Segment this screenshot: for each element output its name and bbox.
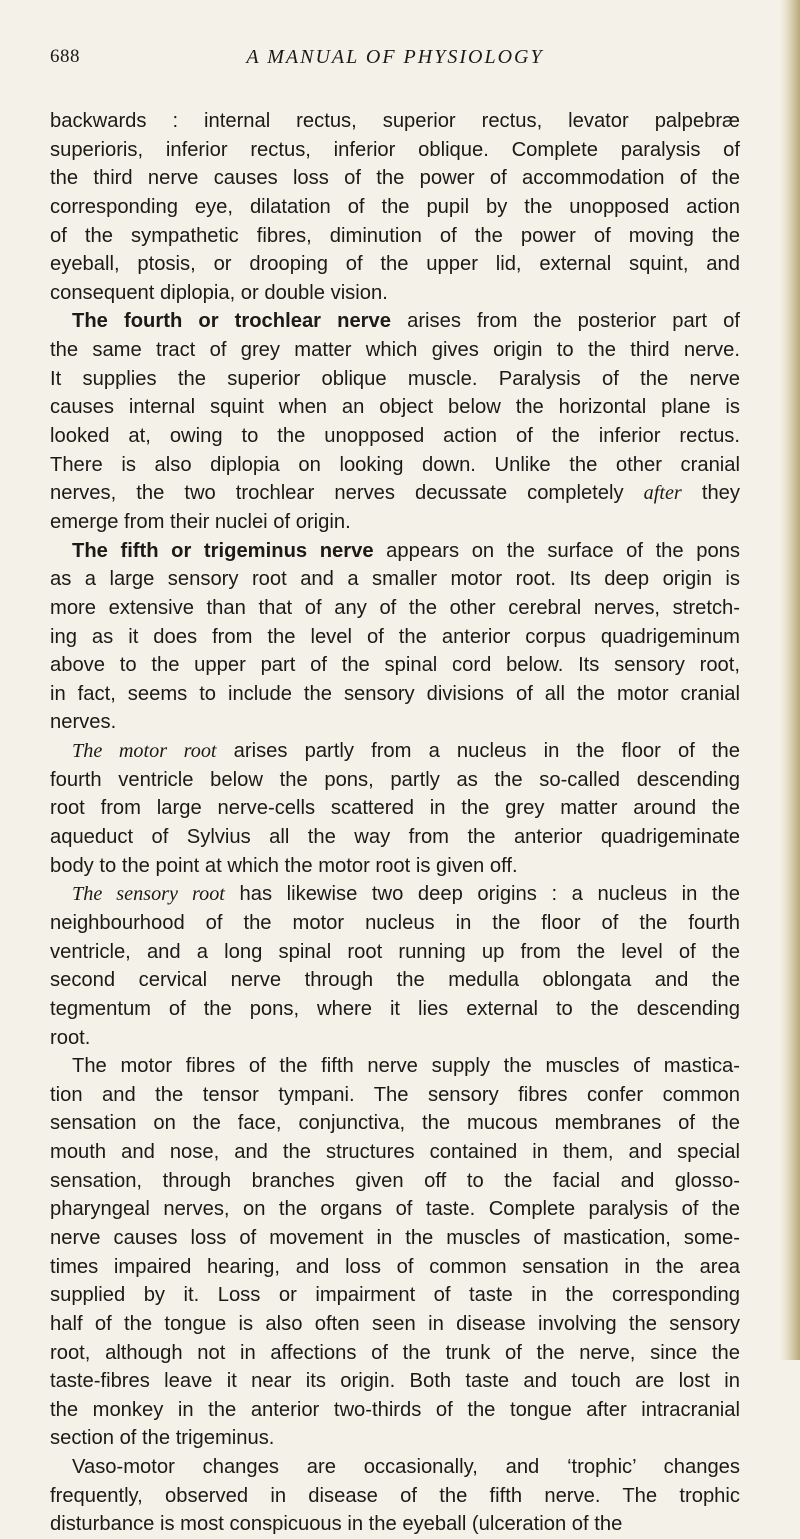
- text-run: nerves.: [50, 711, 117, 734]
- text-run: root, although not in affections of the trunk of the nerve, since the: [50, 1341, 740, 1364]
- text-line: [50, 1339, 740, 1368]
- text-run: of the sympathetic fibres, diminution of the power of moving the: [50, 224, 740, 247]
- italic-term: The sensory root: [72, 883, 225, 906]
- text-run: the third nerve causes loss of the power of accommodation of the: [50, 167, 740, 190]
- text-run: as a large sensory root and a smaller motor root. Its deep origin is: [50, 568, 740, 591]
- text-line: [50, 680, 740, 709]
- text-run: neighbourhood of the motor nucleus in the floor of the fourth: [50, 911, 740, 934]
- text-run: ventricle, and a long spinal root running up from the level of the: [50, 940, 740, 963]
- text-run: ing as it does from the level of the anterior corpus quadrigeminum: [50, 625, 740, 648]
- text-line: [50, 1195, 740, 1224]
- text-line: [50, 1482, 740, 1511]
- text-line: [50, 1253, 740, 1282]
- text-line: [50, 794, 740, 823]
- text-run: It supplies the superior oblique muscle. Paralysis of the nerve: [50, 367, 740, 390]
- italic-term: after: [643, 482, 682, 505]
- text-line: [50, 1052, 740, 1081]
- text-line: [50, 938, 740, 967]
- text-run: backwards : internal rectus, superior rectus, levator palpebræ: [50, 110, 740, 132]
- text-run: aqueduct of Sylvius all the way from the anterior quadrigeminate: [50, 826, 740, 849]
- text-run: nerve causes loss of movement in the muscles of mastication, some-: [50, 1226, 740, 1249]
- text-line: [50, 565, 740, 594]
- running-title: A MANUAL OF PHYSIOLOGY: [246, 46, 544, 68]
- page-number: 688: [50, 46, 80, 67]
- text-line: [50, 1138, 740, 1167]
- text-run: fourth ventricle below the pons, partly as the so-called descending: [50, 768, 740, 791]
- text-line: [50, 594, 740, 623]
- text-line: [50, 136, 740, 165]
- text-line: [50, 537, 740, 566]
- text-run: above to the upper part of the spinal cord below. Its sensory root,: [50, 654, 740, 677]
- text-line: [50, 995, 740, 1024]
- text-run: consequent diplopia, or double vision.: [50, 281, 388, 304]
- text-run: corresponding eye, dilatation of the pupil by the unopposed action: [50, 195, 740, 218]
- text-line: [50, 193, 740, 222]
- text-run: frequently, observed in disease of the fifth nerve. The trophic: [50, 1484, 740, 1507]
- text-run: disturbance is most conspicuous in the eyeball (ulceration of the: [50, 1513, 623, 1536]
- text-line: [50, 508, 740, 537]
- body-text: [50, 107, 740, 1539]
- text-line: [50, 823, 740, 852]
- text-line: [50, 307, 740, 336]
- text-run: nerves, the two trochlear nerves decussate completely: [50, 482, 644, 505]
- text-line: [50, 250, 740, 279]
- running-head: [50, 46, 740, 76]
- text-run: root from large nerve-cells scattered in the grey matter around the: [50, 797, 740, 820]
- text-line: [50, 766, 740, 795]
- text-run: sensation, through branches given off to the facial and glosso-: [50, 1169, 740, 1192]
- text-line: [50, 852, 740, 881]
- text-line: [50, 737, 740, 766]
- text-line: [50, 1510, 740, 1539]
- text-run: tion and the tensor tympani. The sensory fibres confer common: [50, 1083, 740, 1106]
- text-run: Vaso-motor changes are occasionally, and ‘trophic’ changes: [72, 1456, 740, 1479]
- text-line: [50, 336, 740, 365]
- text-run: in fact, seems to include the sensory divisions of all the motor cranial: [50, 682, 740, 705]
- text-line: [50, 880, 740, 909]
- section-heading: The fifth or trigeminus nerve: [72, 539, 374, 562]
- text-run: mouth and nose, and the structures contained in them, and special: [50, 1141, 740, 1164]
- text-line: [50, 222, 740, 251]
- text-line: [50, 1424, 740, 1453]
- text-line: [50, 1024, 740, 1053]
- text-run: appears on the surface of the pons: [373, 539, 740, 562]
- text-run: arises partly from a nucleus in the floor of the: [216, 740, 741, 763]
- text-line: [50, 365, 740, 394]
- text-run: causes internal squint when an object below the horizontal plane is: [50, 396, 740, 419]
- text-line: [50, 164, 740, 193]
- text-run: second cervical nerve through the medulla oblongata and the: [50, 969, 740, 992]
- text-line: [50, 107, 740, 136]
- text-run: supplied by it. Loss or impairment of taste in the corresponding: [50, 1284, 740, 1307]
- text-line: [50, 909, 740, 938]
- text-line: [50, 479, 740, 508]
- text-line: [50, 623, 740, 652]
- text-line: [50, 1109, 740, 1138]
- text-line: [50, 1081, 740, 1110]
- text-line: [50, 1281, 740, 1310]
- text-line: [50, 1367, 740, 1396]
- text-run: the same tract of grey matter which gives origin to the third nerve.: [50, 339, 740, 362]
- text-line: [50, 1453, 740, 1482]
- text-run: pharyngeal nerves, on the organs of taste. Complete paralysis of the: [50, 1198, 740, 1221]
- page-edge-shadow: [780, 0, 800, 1360]
- text-run: The motor fibres of the fifth nerve supply the muscles of mastica-: [72, 1055, 740, 1078]
- text-line: [50, 1396, 740, 1425]
- text-run: the monkey in the anterior two-thirds of the tongue after intracranial: [50, 1398, 740, 1421]
- text-run: taste-fibres leave it near its origin. Both taste and touch are lost in: [50, 1370, 740, 1393]
- text-run: section of the trigeminus.: [50, 1427, 275, 1450]
- italic-term: The motor root: [72, 740, 217, 763]
- text-run: There is also diplopia on looking down. Unlike the other cranial: [50, 453, 740, 476]
- text-line: [50, 422, 740, 451]
- text-line: [50, 651, 740, 680]
- text-run: root.: [50, 1026, 91, 1049]
- text-line: [50, 451, 740, 480]
- text-run: body to the point at which the motor root is given off.: [50, 854, 518, 877]
- text-line: [50, 1224, 740, 1253]
- section-heading: The fourth or trochlear nerve: [72, 310, 391, 333]
- text-line: [50, 279, 740, 308]
- text-line: [50, 966, 740, 995]
- text-run: they: [681, 482, 740, 505]
- text-run: sensation on the face, conjunctiva, the mucous membranes of the: [50, 1112, 740, 1135]
- text-line: [50, 1167, 740, 1196]
- text-run: eyeball, ptosis, or drooping of the upper lid, external squint, and: [50, 253, 740, 276]
- text-run: looked at, owing to the unopposed action of the inferior rectus.: [50, 425, 740, 448]
- text-line: [50, 393, 740, 422]
- text-run: times impaired hearing, and loss of common sensation in the area: [50, 1255, 740, 1278]
- text-run: superioris, inferior rectus, inferior oblique. Complete paralysis of: [50, 138, 740, 161]
- text-run: emerge from their nuclei of origin.: [50, 510, 351, 533]
- text-run: more extensive than that of any of the other cerebral nerves, stretch-: [50, 596, 740, 619]
- text-run: has likewise two deep origins : a nucleus in the: [224, 883, 740, 906]
- text-run: arises from the posterior part of: [391, 310, 740, 333]
- text-line: [50, 708, 740, 737]
- text-line: [50, 1310, 740, 1339]
- text-run: tegmentum of the pons, where it lies external to the descending: [50, 997, 740, 1020]
- text-run: half of the tongue is also often seen in disease involving the sensory: [50, 1312, 740, 1335]
